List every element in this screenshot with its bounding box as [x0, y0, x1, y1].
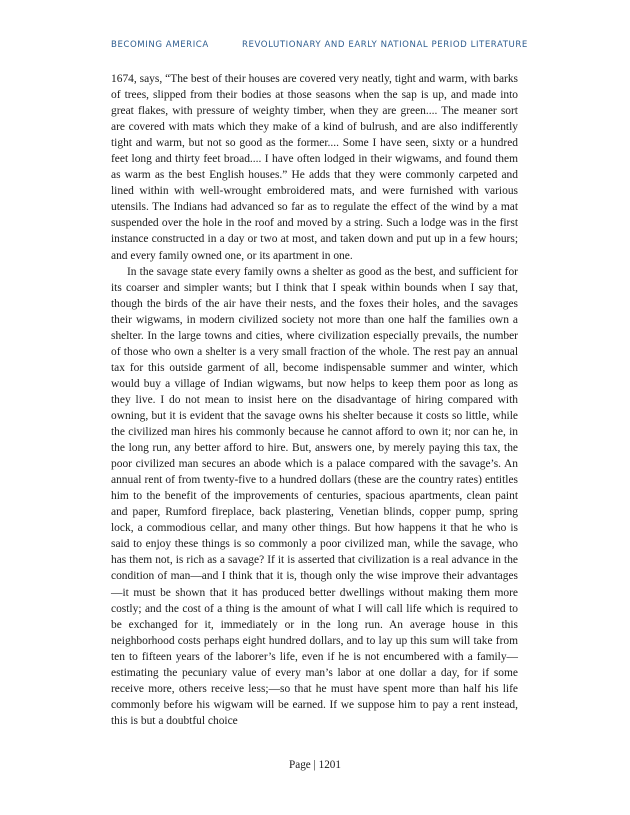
running-header [111, 40, 531, 54]
section-title: REVOLUTIONARY AND EARLY NATIONAL PERIOD LITERATURE [242, 40, 528, 50]
page-body [111, 71, 518, 729]
page-number: Page | 1201 [289, 759, 341, 771]
paragraph-continued: 1674, says, “The best of their houses are covered very neatly, tight and warm, with barks of trees, slipped from their bodies at those seasons when the sap is up, and made into great flakes, with pressure of weighty timber, when they are green.... The meaner sort are covered with mats which they make of a kind of bulrush, and are also indifferently tight and warm, but not so good as the former.... Some I have seen, sixty or a hundred feet long and thirty feet broad.... I have often lodged in their wigwams, and found them as warm as the best English houses.” He adds that they were commonly carpeted and lined within with well-wrought embroidered mats, and were furnished with various utensils. The Indians had advanced so far as to regulate the effect of the wind by a mat suspended over the hole in the roof and moved by a string. Such a lodge was in the first instance constructed in a day or two at most, and taken down and put up in a few hours; and every family owned one, or its apartment in one. [111, 73, 518, 262]
book-title: BECOMING AMERICA [111, 40, 209, 50]
paragraph: In the savage state every family owns a shelter as good as the best, and sufficient for its coarser and simpler wants; but I think that I speak within bounds when I say that, though the birds of the air have their nests, and the foxes their holes, and the savages their wigwams, in modern civilized society not more than one half the families own a shelter. In the large towns and cities, where civilization especially prevails, the number of those who own a shelter is a very small fraction of the whole. The rest pay an annual tax for this outside garment of all, become indispensable summer and winter, which would buy a village of Indian wigwams, but now helps to keep them poor as long as they live. I do not mean to insist here on the disadvantage of hiring compared with owning, but it is evident that the savage owns his shelter because it costs so little, while the civilized man hires his commonly because he cannot afford to own it; nor can he, in the long run, any better afford to hire. But, answers one, by merely paying this tax, the poor civilized man secures an abode which is a palace compared with the savage’s. An annual rent of from twenty-five to a hundred dollars (these are the country rates) entitles him to the benefit of the improvements of centuries, spacious apartments, clean paint and paper, Rumford fireplace, back plastering, Venetian blinds, copper pump, spring lock, a commodious cellar, and many other things. But how happens it that he who is said to enjoy these things is so commonly a poor civilized man, while the savage, who has them not, is rich as a savage? If it is asserted that civilization is a real advance in the condition of man—and I think that it is, though only the wise improve their advantages—it must be shown that it has produced better dwellings without making them more costly; and the cost of a thing is the amount of what I will call life which is required to be exchanged for it, immediately or in the long run. An average house in this neighborhood costs perhaps eight hundred dollars, and to lay up this sum will take from ten to fifteen years of the laborer’s life, even if he is not encumbered with a family—estimating the pecuniary value of every man’s labor at one dollar a day, for if some receive more, others receive less;—so that he must have spent more than half his life commonly before his wigwam will be earned. If we suppose him to pay a rent instead, this is but a doubtful choice [111, 265, 518, 727]
